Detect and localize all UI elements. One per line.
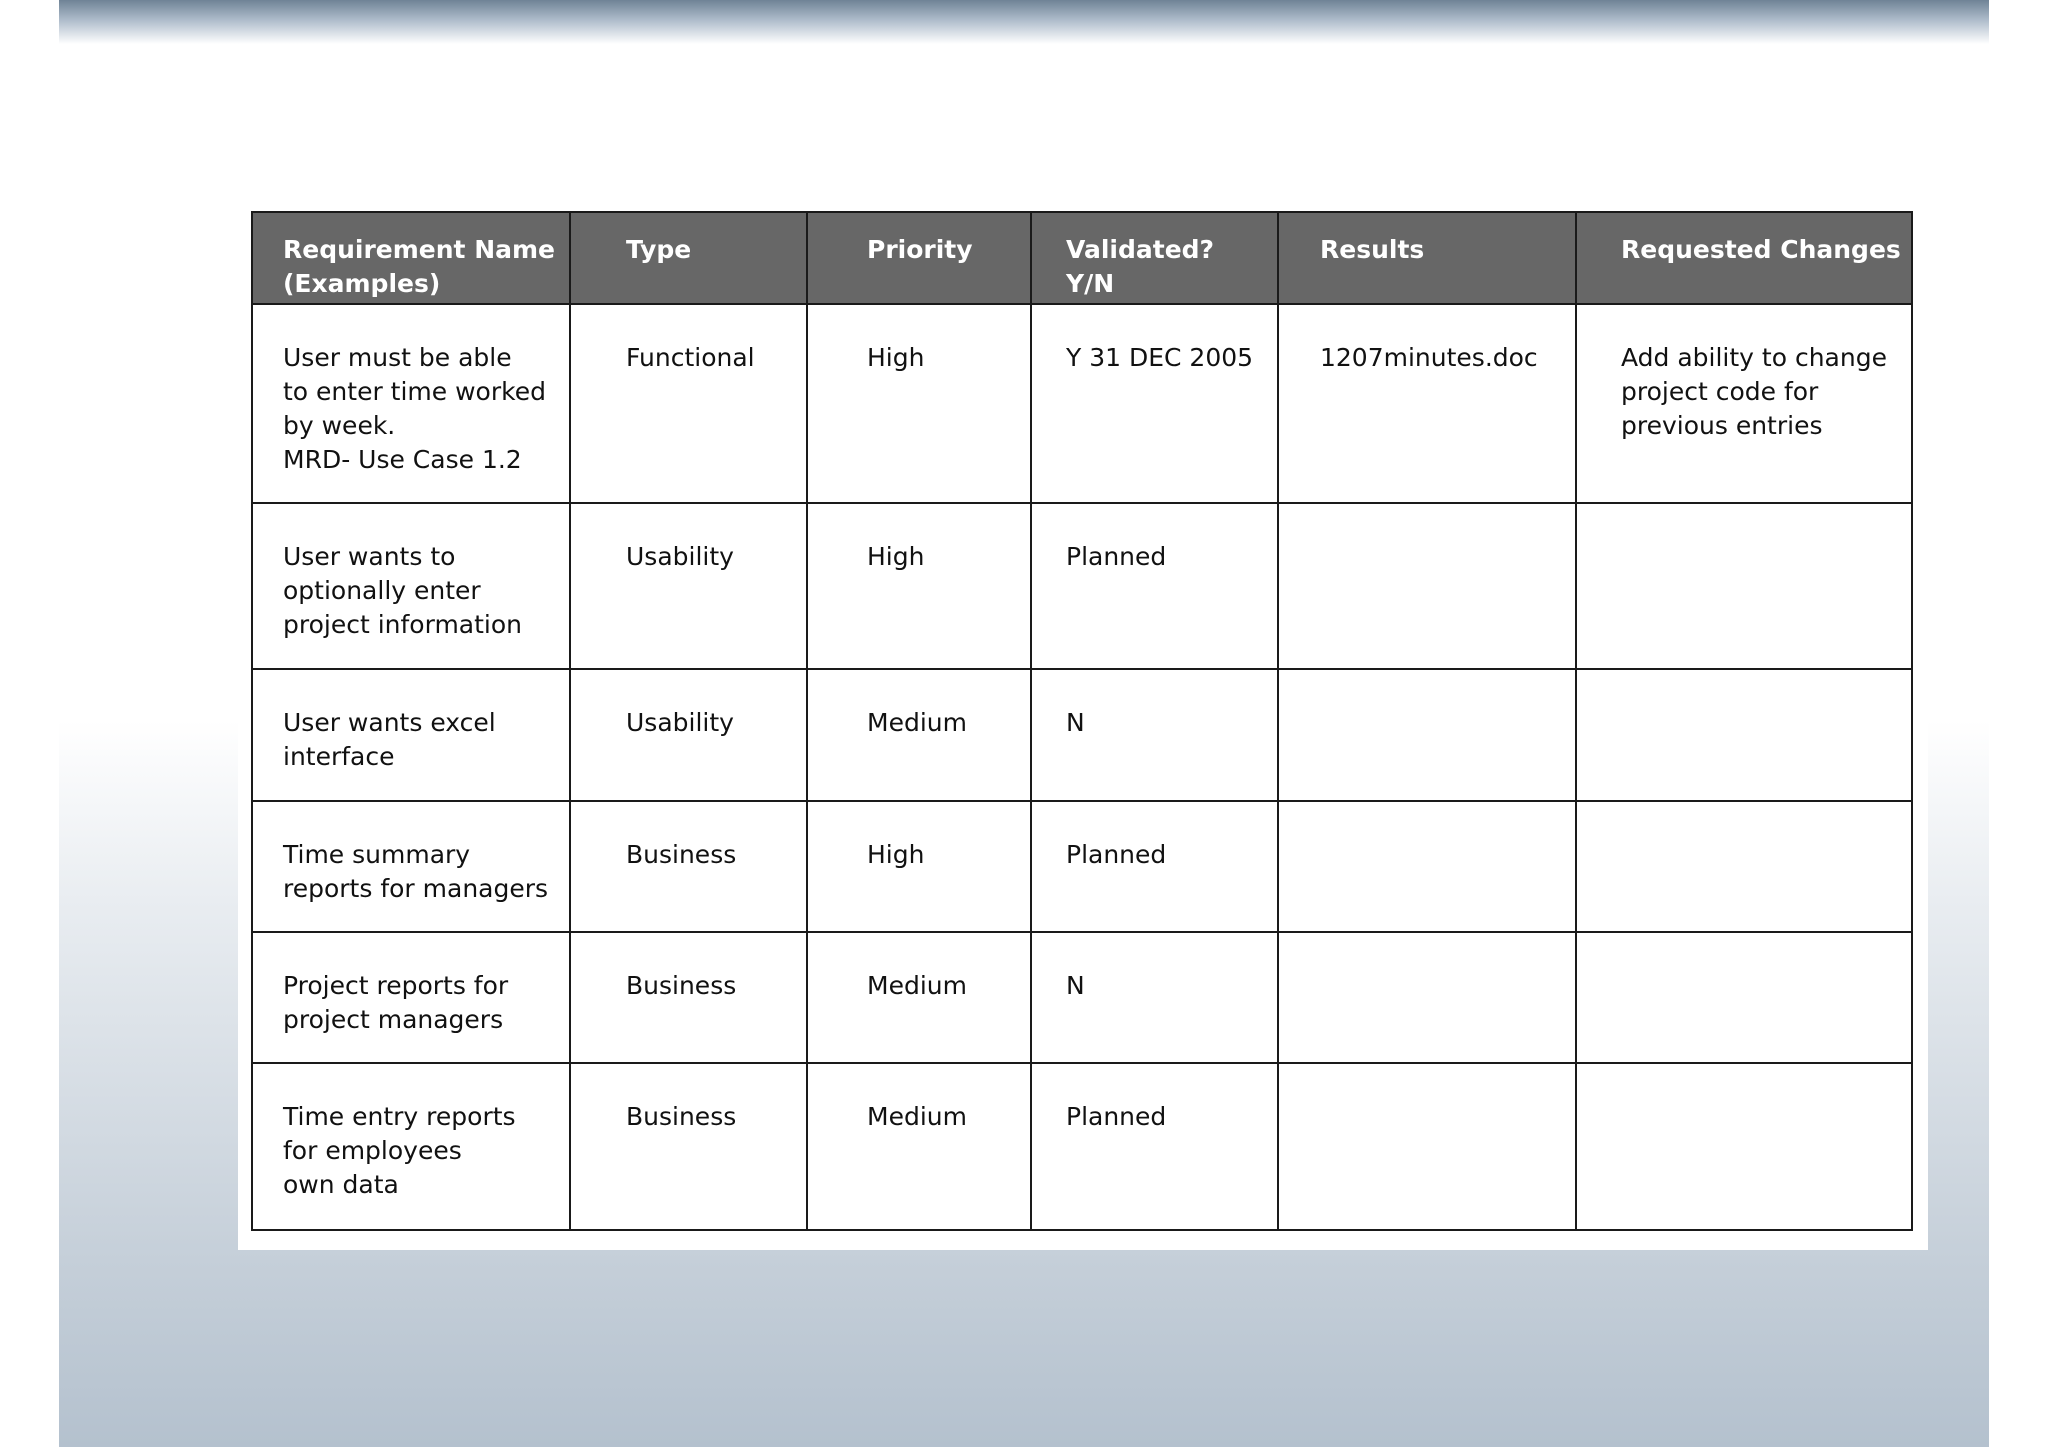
cell-requested-changes: Add ability to change project code for previous entries bbox=[1576, 304, 1912, 503]
cell-requirement-name: Time summary reports for managers bbox=[252, 801, 570, 932]
requirements-table bbox=[251, 211, 1913, 1231]
cell-validated: Planned bbox=[1031, 1063, 1278, 1230]
cell-type: Business bbox=[570, 932, 807, 1063]
table-row bbox=[252, 304, 1912, 503]
cell-priority: High bbox=[807, 801, 1031, 932]
cell-type: Functional bbox=[570, 304, 807, 503]
cell-requested-changes bbox=[1576, 669, 1912, 800]
cell-requirement-name: User wants excel interface bbox=[252, 669, 570, 800]
cell-validated: N bbox=[1031, 932, 1278, 1063]
cell-results bbox=[1278, 503, 1576, 669]
cell-requirement-name: User must be able to enter time worked by week. MRD- Use Case 1.2 bbox=[252, 304, 570, 503]
header-validated: Validated? Y/N bbox=[1031, 212, 1278, 304]
cell-priority: High bbox=[807, 304, 1031, 503]
cell-validated: Y 31 DEC 2005 bbox=[1031, 304, 1278, 503]
table-row bbox=[252, 801, 1912, 932]
cell-type: Usability bbox=[570, 503, 807, 669]
cell-priority: Medium bbox=[807, 932, 1031, 1063]
header-requirement-name: Requirement Name (Examples) bbox=[252, 212, 570, 304]
table-row bbox=[252, 669, 1912, 800]
table-row bbox=[252, 1063, 1912, 1230]
cell-validated: Planned bbox=[1031, 801, 1278, 932]
table-header bbox=[252, 212, 1912, 304]
cell-priority: Medium bbox=[807, 669, 1031, 800]
cell-type: Usability bbox=[570, 669, 807, 800]
cell-requested-changes bbox=[1576, 801, 1912, 932]
table-row bbox=[252, 932, 1912, 1063]
table-body bbox=[252, 304, 1912, 1230]
cell-requested-changes bbox=[1576, 932, 1912, 1063]
cell-results bbox=[1278, 669, 1576, 800]
header-requested-changes: Requested Changes bbox=[1576, 212, 1912, 304]
cell-requirement-name: Time entry reports for employees own data bbox=[252, 1063, 570, 1230]
table-row bbox=[252, 503, 1912, 669]
header-type: Type bbox=[570, 212, 807, 304]
cell-requirement-name: Project reports for project managers bbox=[252, 932, 570, 1063]
cell-priority: High bbox=[807, 503, 1031, 669]
slide-background bbox=[59, 0, 1989, 1447]
table-panel bbox=[238, 204, 1928, 1250]
cell-type: Business bbox=[570, 801, 807, 932]
cell-results bbox=[1278, 801, 1576, 932]
cell-priority: Medium bbox=[807, 1063, 1031, 1230]
cell-type: Business bbox=[570, 1063, 807, 1230]
cell-results: 1207minutes.doc bbox=[1278, 304, 1576, 503]
cell-requested-changes bbox=[1576, 1063, 1912, 1230]
cell-requested-changes bbox=[1576, 503, 1912, 669]
header-results: Results bbox=[1278, 212, 1576, 304]
header-row bbox=[252, 212, 1912, 304]
cell-validated: Planned bbox=[1031, 503, 1278, 669]
cell-results bbox=[1278, 932, 1576, 1063]
cell-requirement-name: User wants to optionally enter project information bbox=[252, 503, 570, 669]
cell-results bbox=[1278, 1063, 1576, 1230]
header-priority: Priority bbox=[807, 212, 1031, 304]
cell-validated: N bbox=[1031, 669, 1278, 800]
